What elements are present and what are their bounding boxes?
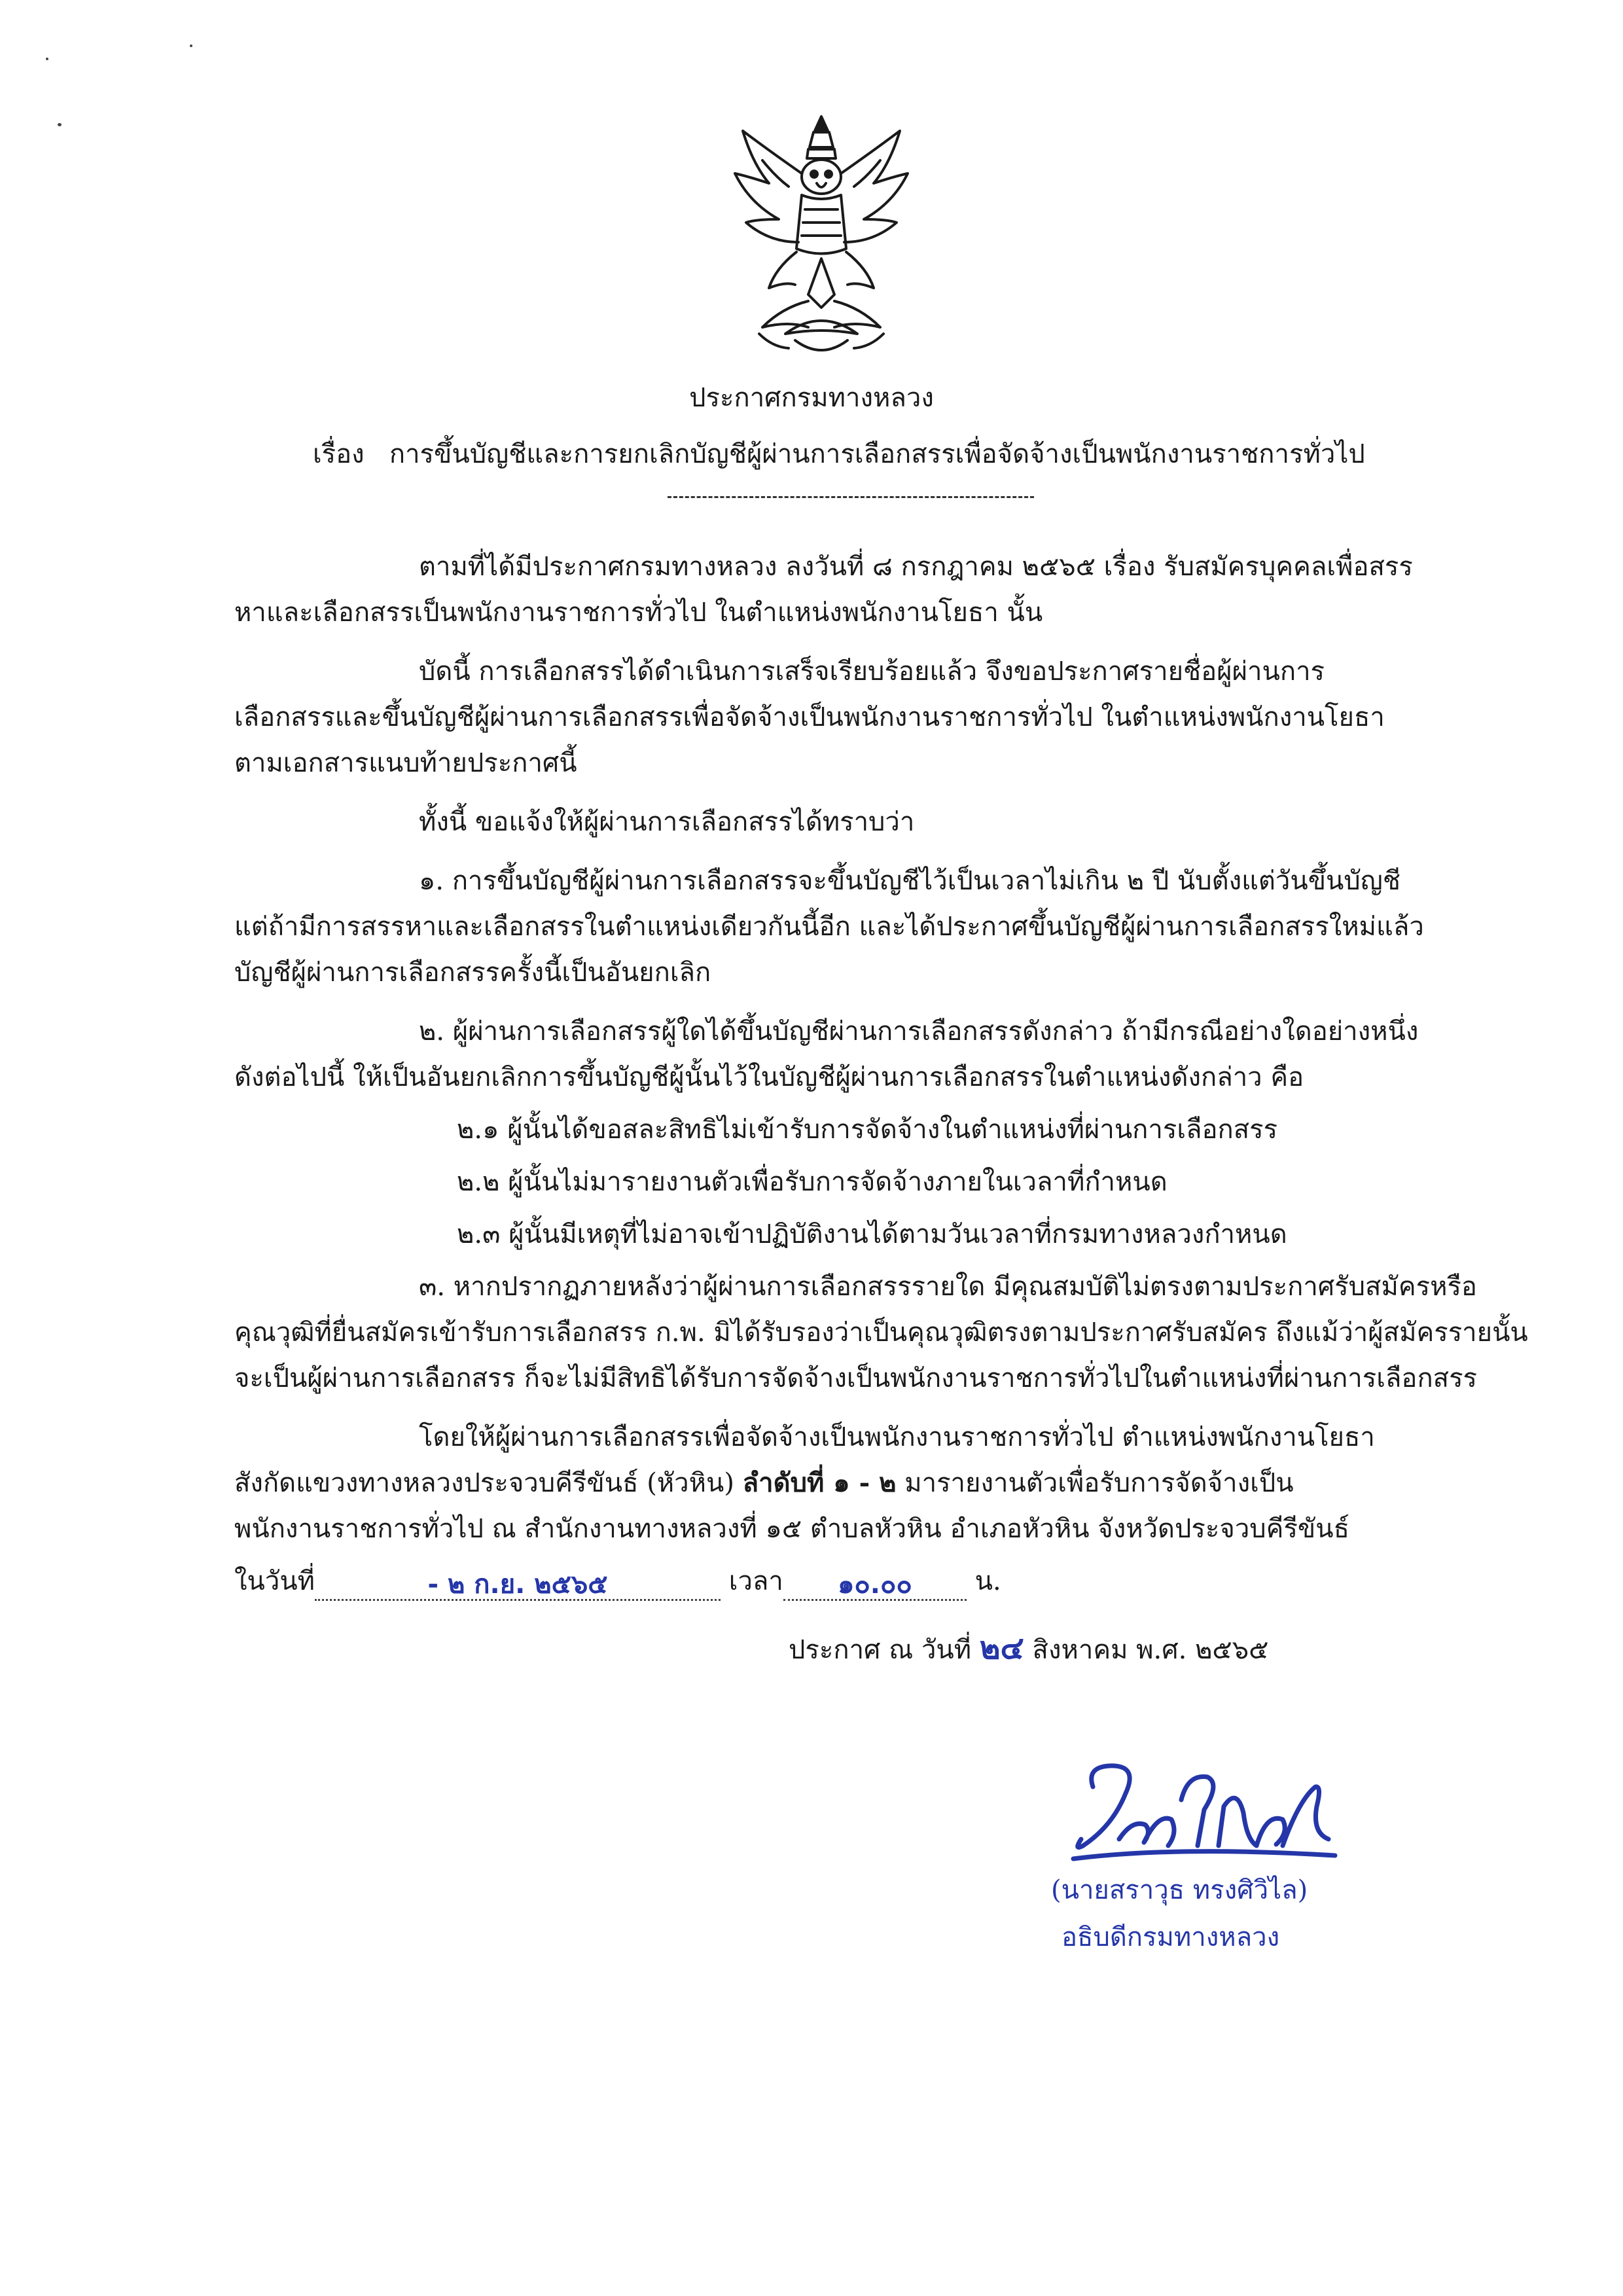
- time-label: เวลา: [728, 1566, 783, 1596]
- list-item-line: บัญชีผู้ผ่านการเลือกสรรครั้งนี้เป็นอันยกเลิก: [234, 958, 711, 988]
- garuda-emblem-icon: [723, 111, 919, 367]
- signer-name: (นายสราวุธ ทรงศิวิไล): [1051, 1875, 1308, 1905]
- time-unit: น.: [974, 1566, 1001, 1596]
- paragraph-line: หาและเลือกสรรเป็นพนักงานราชการทั่วไป ในตำแหน่งพนักงานโยธา นั้น: [234, 598, 1043, 628]
- paragraph-line: บัดนี้ การเลือกสรรได้ดำเนินการเสร็จเรียบร้อยแล้ว จึงขอประกาศรายชื่อผู้ผ่านการ: [419, 656, 1325, 687]
- list-item-line: แต่ถ้ามีการสรรหาและเลือกสรรในตำแหน่งเดียวกันนี้อีก และได้ประกาศขึ้นบัญชีผู้ผ่านการเลือกสรรใหม่แล้ว: [234, 912, 1424, 942]
- list-item-line: ๓. หากปรากฏภายหลังว่าผู้ผ่านการเลือกสรรรายใด มีคุณสมบัติไม่ตรงตามประกาศรับสมัครหรือ: [419, 1272, 1477, 1302]
- signature: [1047, 1748, 1361, 1878]
- paragraph-line: ตามที่ได้มีประกาศกรมทางหลวง ลงวันที่ ๘ กรกฎาคม ๒๕๖๕ เรื่อง รับสมัครบุคคลเพื่อสรร: [419, 552, 1413, 582]
- scan-speck: [58, 123, 62, 126]
- scan-speck: [46, 58, 48, 60]
- subject-line: [313, 435, 1365, 474]
- paragraph-line: พนักงานราชการทั่วไป ณ สำนักงานทางหลวงที่ ๑๕ ตำบลหัวหิน อำเภอหัวหิน จังหวัดประจวบคีรีขันธ์: [234, 1514, 1350, 1544]
- order-number: ลำดับที่ ๑ - ๒: [742, 1467, 897, 1498]
- announced-day: ๒๔: [979, 1630, 1024, 1666]
- subject-label: เรื่อง: [313, 439, 365, 469]
- list-item-line: ดังต่อไปนี้ ให้เป็นอันยกเลิกการขึ้นบัญชีผู้นั้นไว้ในบัญชีผู้ผ่านการเลือกสรรในตำแหน่งดังกล่าว คือ: [234, 1062, 1304, 1092]
- paragraph-line: ทั้งนี้ ขอแจ้งให้ผู้ผ่านการเลือกสรรได้ทราบว่า: [419, 807, 915, 837]
- sub-item: ๒.๑ ผู้นั้นได้ขอสละสิทธิไม่เข้ารับการจัดจ้างในตำแหน่งที่ผ่านการเลือกสรร: [457, 1115, 1278, 1145]
- handwritten-time: ๑๐.๐๐: [783, 1565, 967, 1601]
- sub-item: ๒.๓ ผู้นั้นมีเหตุที่ไม่อาจเข้าปฏิบัติงานได้ตามวันเวลาที่กรมทางหลวงกำหนด: [457, 1219, 1287, 1249]
- paragraph-line: โดยให้ผู้ผ่านการเลือกสรรเพื่อจัดจ้างเป็นพนักงานราชการทั่วไป ตำแหน่งพนักงานโยธา: [419, 1422, 1375, 1452]
- announced-prefix: ประกาศ ณ วันที่: [789, 1635, 972, 1665]
- sub-item: ๒.๒ ผู้นั้นไม่มารายงานตัวเพื่อรับการจัดจ้างภายในเวลาที่กำหนด: [457, 1167, 1168, 1197]
- list-item-line: ๒. ผู้ผ่านการเลือกสรรผู้ใดได้ขึ้นบัญชีผ่านการเลือกสรรดังกล่าว ถ้ามีกรณีอย่างใดอย่างหนึ่ง: [419, 1016, 1419, 1047]
- subject-text: การขึ้นบัญชีและการยกเลิกบัญชีผู้ผ่านการเลือกสรรเพื่อจัดจ้างเป็นพนักงานราชการทั่วไป: [389, 439, 1365, 469]
- paragraph-line: [234, 1463, 1294, 1503]
- list-item-line: จะเป็นผู้ผ่านการเลือกสรร ก็จะไม่มีสิทธิได้รับการจัดจ้างเป็นพนักงานราชการทั่วไปในตำแหน่งที่ผ่านการเลือกสรร: [234, 1363, 1478, 1393]
- report-text: มารายงานตัวเพื่อรับการจัดจ้างเป็น: [904, 1468, 1294, 1498]
- list-item-line: คุณวุฒิที่ยื่นสมัครเข้ารับการเลือกสรร ก.พ. มิได้รับรองว่าเป็นคุณวุฒิตรงตามประกาศรับสมัคร ถึงแม้ว่าผู้สมัครรายนั้น: [234, 1318, 1528, 1348]
- office-text: สังกัดแขวงทางหลวงประจวบคีรีขันธ์ (หัวหิน): [234, 1468, 734, 1498]
- document-title: ประกาศกรมทางหลวง: [689, 383, 934, 413]
- paragraph-line: ตามเอกสารแนบท้ายประกาศนี้: [234, 748, 577, 778]
- signer-title: อธิบดีกรมทางหลวง: [1061, 1922, 1280, 1952]
- list-item-line: ๑. การขึ้นบัญชีผู้ผ่านการเลือกสรรจะขึ้นบัญชีไว้เป็นเวลาไม่เกิน ๒ ปี นับตั้งแต่วันขึ้นบัญชี: [419, 866, 1400, 896]
- scan-speck: [190, 45, 192, 47]
- date-label: ในวันที่: [234, 1566, 315, 1596]
- announcement-date-line: [789, 1628, 1268, 1670]
- title-divider: [668, 496, 1034, 498]
- report-datetime-line: [234, 1562, 1001, 1601]
- handwritten-date: - ๒ ก.ย. ๒๕๖๕: [315, 1565, 721, 1601]
- announced-suffix: สิงหาคม พ.ศ. ๒๕๖๕: [1032, 1635, 1269, 1665]
- paragraph-line: เลือกสรรและขึ้นบัญชีผู้ผ่านการเลือกสรรเพื่อจัดจ้างเป็นพนักงานราชการทั่วไป ในตำแหน่งพนักงานโยธา: [234, 702, 1385, 732]
